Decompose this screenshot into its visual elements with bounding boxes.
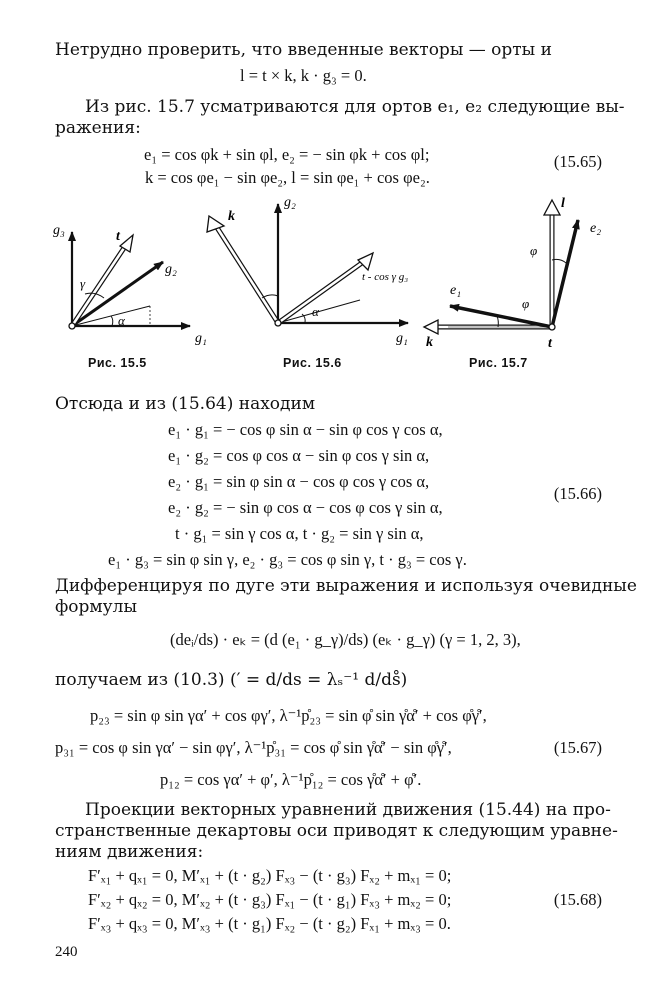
label-g1: g₁ — [195, 331, 207, 346]
vector-k-head — [207, 216, 224, 232]
vector-k-head — [424, 320, 438, 334]
label-g2: g₂ — [284, 195, 296, 210]
label-g3: g₃ — [53, 223, 65, 238]
label-l: l — [561, 196, 565, 211]
caption-fig-15-6: Рис. 15.6 — [283, 356, 342, 370]
label-gamma: γ — [80, 276, 86, 291]
equation-15-68-line-1: F′ₓ₁ + qₓ₁ = 0, M′ₓ₁ + (t · g₂) Fₓ₃ − (t · g₃) Fₓ₂ + mₓ₁ = 0; — [88, 866, 452, 885]
page-number: 240 — [55, 944, 78, 960]
paragraph-projections: Проекции векторных уравнений движения (15.44) на про- — [85, 800, 611, 820]
equation-15-66-line-1: e₁ · g₁ = − cos φ sin α − sin φ cos γ cos α, — [168, 420, 443, 439]
vector-k-fill — [216, 226, 278, 323]
paragraph-hence: Отсюда и из (15.64) находим — [55, 394, 316, 414]
paragraph-projections-cont: странственные декартовы оси приводят к следующим уравне- — [55, 821, 618, 841]
equation-15-66-line-2: e₁ · g₂ = cos φ cos α − sin φ cos γ sin α, — [168, 446, 430, 465]
paragraph-fig-intro-cont: ражения: — [55, 118, 141, 138]
paragraph-projections-end: ниям движения: — [55, 842, 204, 862]
vector-tcos-fill — [278, 260, 366, 323]
origin-point — [69, 323, 75, 329]
label-alpha: α — [118, 313, 125, 328]
paragraph-fig-intro: Из рис. 15.7 усматриваются для ортов e₁, e₂ следующие вы- — [85, 97, 625, 117]
figure-15-7 — [424, 196, 601, 351]
equation-number-15-65: (15.65) — [553, 152, 602, 171]
label-g1: g₁ — [396, 331, 408, 346]
vector-l-head — [544, 200, 560, 215]
label-g2: g₂ — [165, 262, 177, 277]
figure-15-5 — [53, 223, 207, 346]
label-e1: e₁ — [450, 283, 462, 298]
alpha-arc — [111, 316, 113, 326]
equation-15-66-line-3: e₂ · g₁ = sin φ sin α − cos φ cos γ cos α, — [168, 472, 430, 491]
figure-15-6 — [207, 195, 408, 346]
equation-orthogonality: l = t × k, k · g₃ = 0. — [240, 66, 367, 85]
paragraph-differentiating: Дифференцируя по дуге эти выражения и используя очевидные — [55, 576, 637, 596]
equation-15-67-line-1: p₂₃ = sin φ sin γα′ + cos φγ′, λ⁻¹p̊₂₃ = sin φ̊ sin γ̊α̊′ + cos φ̊γ̊′, — [90, 706, 487, 725]
origin-point — [549, 324, 555, 330]
label-t: t — [116, 229, 120, 244]
equation-15-68-line-2: F′ₓ₂ + qₓ₂ = 0, M′ₓ₂ + (t · g₃) Fₓ₁ − (t · g₁) Fₓ₃ + mₓ₂ = 0; — [88, 890, 452, 909]
equation-15-68-line-3: F′ₓ₃ + qₓ₃ = 0, M′ₓ₃ + (t · g₁) Fₓ₂ − (t · g₂) Fₓ₁ + mₓ₃ = 0. — [88, 914, 451, 933]
equation-number-15-67: (15.67) — [553, 738, 602, 757]
equation-number-15-68: (15.68) — [553, 890, 602, 909]
equation-derivative-formula: (deᵢ/ds) · eₖ = (d (e₁ · g_γ)/ds) (eₖ · g_γ) (γ = 1, 2, 3), — [170, 630, 521, 649]
equation-15-66-line-6: e₁ · g₃ = sin φ sin γ, e₂ · g₃ = cos φ sin γ, t · g₃ = cos γ. — [108, 550, 467, 569]
equation-15-66-line-5: t · g₁ = sin γ cos α, t · g₂ = sin γ sin α, — [175, 524, 424, 543]
label-e2: e₂ — [590, 221, 602, 236]
equation-15-67-line-3: p₁₂ = cos γα′ + φ′, λ⁻¹p̊₁₂ = cos γ̊α̊′ + φ̊′. — [160, 770, 422, 789]
paragraph-we-get: получаем из (10.3) (′ = d/ds = λₛ⁻¹ d/ds̊) — [55, 670, 408, 690]
equation-15-65-line-2: k = cos φe₁ − sin φe₂, l = sin φe₁ + cos φe₂. — [145, 168, 430, 187]
label-alpha: α — [312, 304, 319, 319]
vector-e2 — [552, 220, 578, 327]
paragraph-differentiating-cont: формулы — [55, 597, 137, 617]
equation-15-66-line-4: e₂ · g₂ = − sin φ cos α − cos φ cos γ sin α, — [168, 498, 443, 517]
equation-number-15-66: (15.66) — [553, 484, 602, 503]
vector-e1 — [450, 306, 552, 327]
label-k: k — [426, 335, 433, 350]
label-tcos: t - cos γ g₃ — [362, 271, 409, 283]
origin-point — [275, 320, 281, 326]
equation-15-65-line-1: e₁ = cos φk + sin φl, e₂ = − sin φk + cos φl; — [144, 145, 430, 164]
caption-fig-15-5: Рис. 15.5 — [88, 356, 147, 370]
caption-fig-15-7: Рис. 15.7 — [469, 356, 528, 370]
paragraph-orthonormality: Нетрудно проверить, что введенные векторы — орты и — [55, 40, 552, 60]
vector-tcos-head — [358, 253, 373, 270]
figures-row — [0, 190, 660, 380]
equation-15-67-line-2: p₃₁ = cos φ sin γα′ − sin φγ′, λ⁻¹p̊₃₁ = cos φ̊ sin γ̊α̊′ − sin φ̊γ̊′, — [55, 738, 452, 757]
label-phi-bottom: φ — [522, 296, 530, 311]
label-phi-top: φ — [530, 243, 538, 258]
label-t: t — [548, 336, 552, 351]
label-k: k — [228, 209, 235, 224]
